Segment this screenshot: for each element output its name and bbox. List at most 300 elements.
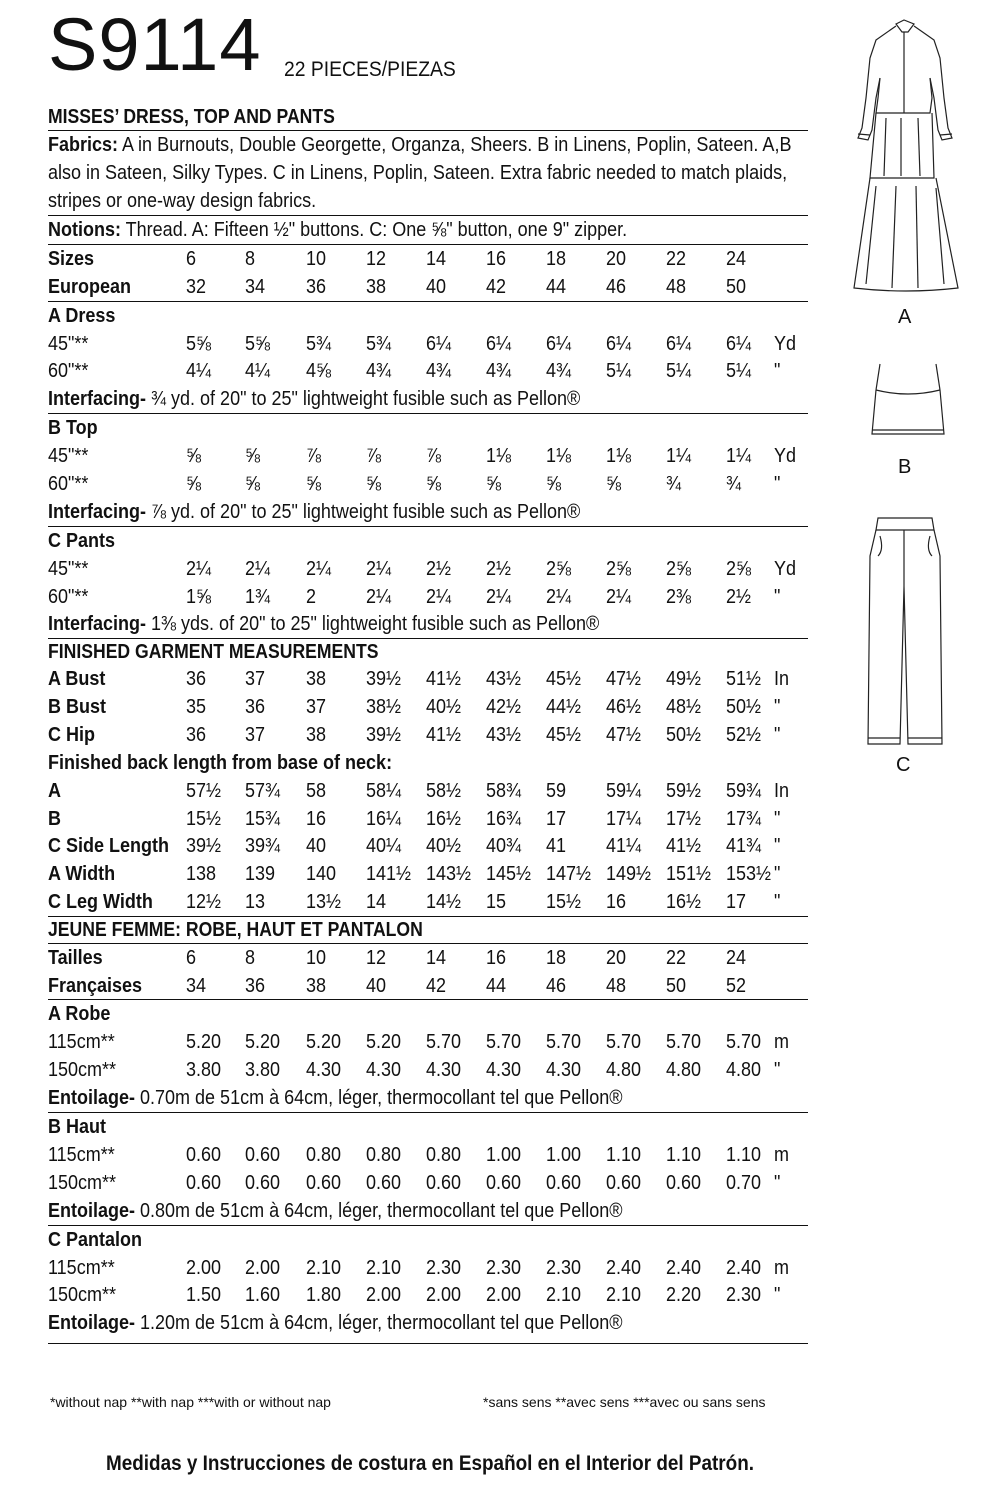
table-cell: 58 xyxy=(306,779,327,802)
table-cell: 6¼ xyxy=(426,332,452,355)
table-cell: 37 xyxy=(245,668,266,691)
figure-c-label: C xyxy=(896,754,911,776)
table-cell: 0.70 xyxy=(726,1171,762,1194)
table-row xyxy=(48,1028,808,1056)
section-heading xyxy=(48,1226,732,1254)
table-cell: 8 xyxy=(245,248,256,270)
table-cell: 6¼ xyxy=(726,332,752,355)
table-row xyxy=(48,1056,808,1084)
table-cell: 0.80 xyxy=(366,1143,402,1166)
table-cell: 49½ xyxy=(666,668,702,691)
table-cell: 2¼ xyxy=(306,557,332,580)
unit-label: In xyxy=(774,668,790,691)
table-cell: 32 xyxy=(186,275,207,298)
table-cell: 1⅛ xyxy=(606,445,632,468)
interfacing-text: 1.20m de 51cm à 64cm, léger, thermocollant tel que Pellon® xyxy=(135,1312,623,1335)
table-cell: 36 xyxy=(186,723,207,746)
table-row xyxy=(48,972,808,1000)
unit-label: " xyxy=(774,696,781,719)
table-cell: 52½ xyxy=(726,723,762,746)
table-cell: 0.60 xyxy=(666,1171,702,1194)
unit-label: Yd xyxy=(774,557,797,580)
table-cell: 2.30 xyxy=(546,1256,582,1279)
table-row xyxy=(48,860,808,888)
table-cell: 5⅝ xyxy=(186,332,212,355)
table-cell: 140 xyxy=(306,863,337,886)
table-cell: 2.10 xyxy=(306,1256,342,1279)
row-label: A Width xyxy=(48,863,116,886)
divider xyxy=(48,1343,808,1344)
table-cell: 14 xyxy=(426,946,447,969)
yardage-chart xyxy=(48,104,808,1344)
unit-label: Yd xyxy=(774,445,797,468)
unit-label: " xyxy=(774,1171,781,1194)
table-cell: 143½ xyxy=(426,863,472,886)
b-top-section xyxy=(48,414,808,526)
interfacing-text: 1⅜ yds. of 20" to 25" lightweight fusible such as Pellon® xyxy=(146,613,600,636)
table-cell: 1⅛ xyxy=(486,445,512,468)
table-cell: ⅞ xyxy=(306,445,322,468)
table-cell: 46½ xyxy=(606,696,642,719)
table-cell: 43½ xyxy=(486,723,522,746)
table-cell: 40 xyxy=(306,835,327,858)
table-cell: 0.60 xyxy=(486,1171,522,1194)
table-cell: 59 xyxy=(546,779,567,802)
table-cell: 5.70 xyxy=(546,1031,582,1054)
table-cell: 6¼ xyxy=(666,332,692,355)
table-cell: 5.20 xyxy=(306,1031,342,1054)
table-row xyxy=(48,665,808,693)
table-cell: 2.10 xyxy=(606,1284,642,1307)
table-cell: 59¾ xyxy=(726,779,762,802)
table-cell: 22 xyxy=(666,248,687,270)
table-cell: 45½ xyxy=(546,723,582,746)
row-label: 45"** xyxy=(48,557,89,580)
section-title: C Pants xyxy=(48,529,116,552)
table-row xyxy=(48,721,808,749)
table-cell: 58½ xyxy=(426,779,462,802)
table-cell: 41½ xyxy=(666,835,702,858)
table-cell: 36 xyxy=(245,974,266,997)
table-cell: 24 xyxy=(726,248,747,270)
table-cell: 2½ xyxy=(726,585,752,608)
table-cell: 20 xyxy=(606,248,627,270)
table-cell: ⅝ xyxy=(186,445,202,468)
row-label: European xyxy=(48,275,132,298)
table-cell: 2¼ xyxy=(186,557,212,580)
table-cell: 0.80 xyxy=(306,1143,342,1166)
table-cell: 4¾ xyxy=(546,360,572,383)
row-label: C Hip xyxy=(48,723,95,746)
table-cell: 4.80 xyxy=(606,1059,642,1082)
row-label: Françaises xyxy=(48,974,143,997)
table-cell: 5.20 xyxy=(245,1031,281,1054)
table-cell: 16¼ xyxy=(366,807,402,830)
table-cell: 0.60 xyxy=(366,1171,402,1194)
table-cell: 16 xyxy=(486,248,507,270)
row-label: Tailles xyxy=(48,946,103,969)
table-cell: 38 xyxy=(366,275,387,298)
table-cell: 5⅝ xyxy=(245,332,271,355)
unit-label: In xyxy=(774,779,790,802)
table-row xyxy=(48,888,808,916)
table-cell: 18 xyxy=(546,946,567,969)
table-cell: 18 xyxy=(546,248,567,270)
interfacing-label: Interfacing- xyxy=(48,500,147,523)
section-title: A Dress xyxy=(48,304,116,327)
unit-label: m xyxy=(774,1031,790,1054)
table-row xyxy=(48,1141,808,1169)
c-pantalon-section xyxy=(48,1226,808,1338)
back-length-label: Finished back length from base of neck: xyxy=(48,751,393,774)
footnotes-english: *without nap **with nap ***with or without nap xyxy=(50,1394,331,1410)
back-length-title xyxy=(48,749,732,777)
table-cell: 5.70 xyxy=(426,1031,462,1054)
table-cell: ⅝ xyxy=(486,472,502,495)
table-cell: 1¾ xyxy=(245,585,271,608)
section-title: C Pantalon xyxy=(48,1228,143,1251)
table-cell: 2¼ xyxy=(606,585,632,608)
table-cell: 2.00 xyxy=(426,1284,462,1307)
interfacing-line xyxy=(48,385,732,413)
table-cell: 0.60 xyxy=(606,1171,642,1194)
table-cell: 1.60 xyxy=(245,1284,281,1307)
table-cell: 38 xyxy=(306,723,327,746)
table-cell: 4¾ xyxy=(366,360,392,383)
table-cell: ⅝ xyxy=(606,472,622,495)
table-row xyxy=(48,1281,808,1309)
table-cell: 16 xyxy=(306,807,327,830)
table-cell: 2⅝ xyxy=(606,557,632,580)
row-label: A xyxy=(48,779,62,802)
table-cell: 17½ xyxy=(666,807,702,830)
table-cell: 5¼ xyxy=(606,360,632,383)
row-label: B Bust xyxy=(48,696,107,719)
pieces-count: 22 PIECES/PIEZAS xyxy=(284,58,456,81)
figure-a-label: A xyxy=(898,306,912,328)
table-cell: 35 xyxy=(186,696,207,719)
footnotes-french: *sans sens **avec sens ***avec ou sans sens xyxy=(483,1394,766,1410)
table-row xyxy=(48,245,808,273)
table-cell: 48 xyxy=(606,974,627,997)
table-row xyxy=(48,805,808,833)
row-label: 150cm** xyxy=(48,1059,117,1082)
table-cell: 2.30 xyxy=(486,1256,522,1279)
table-cell: 4.30 xyxy=(426,1059,462,1082)
unit-label: " xyxy=(774,585,781,608)
spanish-note: Medidas y Instrucciones de costura en Español en el Interior del Patrón. xyxy=(105,1452,755,1475)
table-cell: 34 xyxy=(245,275,266,298)
table-cell: 37 xyxy=(245,723,266,746)
table-cell: 5¾ xyxy=(306,332,332,355)
table-cell: 5.70 xyxy=(486,1031,522,1054)
table-cell: 2.40 xyxy=(606,1256,642,1279)
table-cell: 16¾ xyxy=(486,807,522,830)
unit-label: " xyxy=(774,1059,781,1082)
interfacing-label: Entoilage- xyxy=(48,1199,136,1222)
pants-illustration xyxy=(860,516,950,748)
finished-measurements xyxy=(48,665,808,748)
table-cell: 2⅜ xyxy=(666,585,692,608)
table-cell: 43½ xyxy=(486,668,522,691)
table-row xyxy=(48,777,808,805)
interfacing-label: Interfacing- xyxy=(48,613,147,636)
table-cell: 38 xyxy=(306,974,327,997)
unit-label: m xyxy=(774,1143,790,1166)
unit-label: " xyxy=(774,472,781,495)
fabrics-label: Fabrics: xyxy=(48,134,119,156)
table-cell: 40 xyxy=(426,275,447,298)
table-cell: 40½ xyxy=(426,835,462,858)
table-cell: 40½ xyxy=(426,696,462,719)
table-cell: 6 xyxy=(186,946,197,969)
a-dress-section xyxy=(48,302,808,414)
interfacing-line xyxy=(48,1309,732,1337)
table-cell: 138 xyxy=(186,863,217,886)
table-row xyxy=(48,273,808,301)
table-cell: 0.60 xyxy=(186,1143,222,1166)
table-cell: 51½ xyxy=(726,668,762,691)
interfacing-label: Entoilage- xyxy=(48,1312,136,1335)
table-cell: 5¼ xyxy=(726,360,752,383)
table-cell: 153½ xyxy=(726,863,772,886)
table-row xyxy=(48,555,808,583)
table-cell: 2½ xyxy=(426,557,452,580)
table-cell: 2¼ xyxy=(426,585,452,608)
table-cell: 2.40 xyxy=(726,1256,762,1279)
table-cell: ⅝ xyxy=(306,472,322,495)
table-cell: 2.10 xyxy=(546,1284,582,1307)
table-cell: 2.10 xyxy=(366,1256,402,1279)
table-cell: 50½ xyxy=(666,723,702,746)
section-title: A Robe xyxy=(48,1003,111,1026)
table-cell: ¾ xyxy=(726,472,742,495)
table-cell: 41½ xyxy=(426,668,462,691)
table-cell: 40 xyxy=(366,974,387,997)
fabrics-text: A in Burnouts, Double Georgette, Organza, Sheers. B in Linens, Poplin, Sateen. A,B also in Sateen, Silky Types. C in Linens, Poplin, Sateen. Extra fabric needed to match plaids, stripes or one-way design fabrics. xyxy=(48,134,792,212)
french-title: JEUNE FEMME: ROBE, HAUT ET PANTALON xyxy=(48,918,423,941)
row-label: 45"** xyxy=(48,332,89,355)
table-cell: 15 xyxy=(486,890,507,913)
unit-label: Yd xyxy=(774,332,797,355)
table-cell: 2½ xyxy=(486,557,512,580)
unit-label: " xyxy=(774,360,781,383)
interfacing-line xyxy=(48,610,732,638)
table-cell: 1.10 xyxy=(666,1143,702,1166)
interfacing-text: 0.80m de 51cm à 64cm, léger, thermocollant tel que Pellon® xyxy=(135,1199,623,1222)
unit-label: " xyxy=(774,890,781,913)
dress-illustration xyxy=(846,18,966,298)
table-cell: ⅝ xyxy=(245,445,261,468)
table-cell: 8 xyxy=(245,946,256,969)
table-cell: 5.70 xyxy=(666,1031,702,1054)
table-cell: 6¼ xyxy=(486,332,512,355)
table-cell: 5¾ xyxy=(366,332,392,355)
table-cell: 41½ xyxy=(426,723,462,746)
garment-title: MISSES’ DRESS, TOP AND PANTS xyxy=(48,106,335,128)
table-cell: 20 xyxy=(606,946,627,969)
table-cell: 17¾ xyxy=(726,807,762,830)
table-cell: 2¼ xyxy=(486,585,512,608)
a-robe-section xyxy=(48,1000,808,1112)
row-label: C Side Length xyxy=(48,835,170,858)
interfacing-line xyxy=(48,1084,732,1112)
table-cell: 139 xyxy=(245,863,276,886)
table-cell: ⅝ xyxy=(186,472,202,495)
table-cell: 2.20 xyxy=(666,1284,702,1307)
table-cell: 5.20 xyxy=(186,1031,222,1054)
pattern-number: S9114 xyxy=(48,3,262,86)
table-cell: ¾ xyxy=(666,472,682,495)
table-cell: 145½ xyxy=(486,863,532,886)
table-cell: 2⅝ xyxy=(546,557,572,580)
interfacing-text: 0.70m de 51cm à 64cm, léger, thermocollant tel que Pellon® xyxy=(135,1086,623,1109)
table-cell: 1.80 xyxy=(306,1284,342,1307)
table-cell: 10 xyxy=(306,248,327,270)
table-row xyxy=(48,832,808,860)
table-cell: 4¼ xyxy=(186,360,212,383)
table-cell: 1¼ xyxy=(666,445,692,468)
interfacing-text: ¾ yd. of 20" to 25" lightweight fusible such as Pellon® xyxy=(146,388,581,411)
table-cell: 15¾ xyxy=(245,807,281,830)
table-cell: 40¼ xyxy=(366,835,402,858)
row-label: 60"** xyxy=(48,585,89,608)
table-cell: 0.80 xyxy=(426,1143,462,1166)
row-label: 150cm** xyxy=(48,1171,117,1194)
table-cell: 0.60 xyxy=(186,1171,222,1194)
table-cell: 0.60 xyxy=(245,1143,281,1166)
table-cell: 38½ xyxy=(366,696,402,719)
table-cell: 44½ xyxy=(546,696,582,719)
table-cell: 36 xyxy=(186,668,207,691)
sizes-block xyxy=(48,245,808,301)
back-length-rows xyxy=(48,777,808,916)
table-cell: ⅝ xyxy=(426,472,442,495)
table-cell: 47½ xyxy=(606,723,642,746)
section-title: B Top xyxy=(48,417,98,440)
table-cell: 17¼ xyxy=(606,807,642,830)
section-title: B Haut xyxy=(48,1115,107,1138)
table-cell: 141½ xyxy=(366,863,412,886)
row-label: 60"** xyxy=(48,472,89,495)
table-cell: 6¼ xyxy=(606,332,632,355)
table-cell: 2.00 xyxy=(186,1256,222,1279)
section-heading xyxy=(48,1000,732,1028)
table-cell: 16½ xyxy=(426,807,462,830)
b-haut-section xyxy=(48,1113,808,1225)
table-cell: 149½ xyxy=(606,863,652,886)
table-cell: 4.30 xyxy=(306,1059,342,1082)
notions-text: Thread. A: Fifteen ½" buttons. C: One ⅝" button, one 9" zipper. xyxy=(125,219,628,241)
table-cell: 46 xyxy=(546,974,567,997)
fabrics-paragraph xyxy=(48,131,795,215)
french-sizes-block xyxy=(48,944,808,1000)
table-row xyxy=(48,470,808,498)
table-cell: ⅝ xyxy=(245,472,261,495)
table-cell: 40¾ xyxy=(486,835,522,858)
unit-label: " xyxy=(774,723,781,746)
table-cell: 17 xyxy=(546,807,567,830)
table-cell: ⅞ xyxy=(426,445,442,468)
table-cell: 0.60 xyxy=(546,1171,582,1194)
row-label: 60"** xyxy=(48,360,89,383)
table-cell: 47½ xyxy=(606,668,642,691)
interfacing-label: Interfacing- xyxy=(48,388,147,411)
table-cell: 46 xyxy=(606,275,627,298)
table-cell: 5.70 xyxy=(726,1031,762,1054)
table-cell: 48 xyxy=(666,275,687,298)
table-cell: 13 xyxy=(245,890,266,913)
table-row xyxy=(48,330,808,358)
table-cell: 12½ xyxy=(186,890,222,913)
row-label: 115cm** xyxy=(48,1256,115,1279)
table-cell: 2¼ xyxy=(366,585,392,608)
table-cell: 5¼ xyxy=(666,360,692,383)
table-cell: 36 xyxy=(245,696,266,719)
table-cell: ⅝ xyxy=(546,472,562,495)
table-cell: 57¾ xyxy=(245,779,281,802)
table-cell: 57½ xyxy=(186,779,222,802)
section-heading xyxy=(48,1113,732,1141)
table-cell: 4¾ xyxy=(486,360,512,383)
table-cell: 16½ xyxy=(666,890,702,913)
table-cell: 37 xyxy=(306,696,327,719)
section-heading xyxy=(48,527,732,555)
table-cell: 17 xyxy=(726,890,747,913)
table-cell: 2.00 xyxy=(245,1256,281,1279)
row-label: A Bust xyxy=(48,668,106,691)
table-cell: 5.70 xyxy=(606,1031,642,1054)
table-cell: 41 xyxy=(546,835,567,858)
interfacing-text: ⅞ yd. of 20" to 25" lightweight fusible such as Pellon® xyxy=(146,500,581,523)
table-row xyxy=(48,583,808,611)
row-label: Sizes xyxy=(48,248,95,270)
table-cell: 4.80 xyxy=(726,1059,762,1082)
table-cell: 1.10 xyxy=(726,1143,762,1166)
table-cell: 2.40 xyxy=(666,1256,702,1279)
table-cell: 4.80 xyxy=(666,1059,702,1082)
table-cell: 59½ xyxy=(666,779,702,802)
section-heading xyxy=(48,414,732,442)
table-cell: 6 xyxy=(186,248,197,270)
table-cell: 42 xyxy=(426,974,447,997)
table-cell: 15½ xyxy=(546,890,582,913)
table-cell: 10 xyxy=(306,946,327,969)
table-cell: 39½ xyxy=(366,723,402,746)
table-cell: 0.60 xyxy=(306,1171,342,1194)
section-heading xyxy=(48,302,732,330)
table-cell: 14½ xyxy=(426,890,462,913)
table-row xyxy=(48,944,808,972)
table-cell: 14 xyxy=(426,248,447,270)
c-pants-section xyxy=(48,527,808,639)
table-cell: 13½ xyxy=(306,890,342,913)
table-cell: 1.10 xyxy=(606,1143,642,1166)
table-cell: 39¾ xyxy=(245,835,281,858)
table-cell: 50½ xyxy=(726,696,762,719)
table-cell: 45½ xyxy=(546,668,582,691)
row-label: 115cm** xyxy=(48,1143,115,1166)
table-cell: 2.00 xyxy=(366,1284,402,1307)
table-cell: 1.50 xyxy=(186,1284,222,1307)
table-cell: 16 xyxy=(606,890,627,913)
table-cell: 22 xyxy=(666,946,687,969)
table-cell: ⅞ xyxy=(366,445,382,468)
table-cell: 50 xyxy=(666,974,687,997)
table-cell: 1.00 xyxy=(546,1143,582,1166)
table-cell: 3.80 xyxy=(186,1059,222,1082)
table-cell: ⅝ xyxy=(366,472,382,495)
